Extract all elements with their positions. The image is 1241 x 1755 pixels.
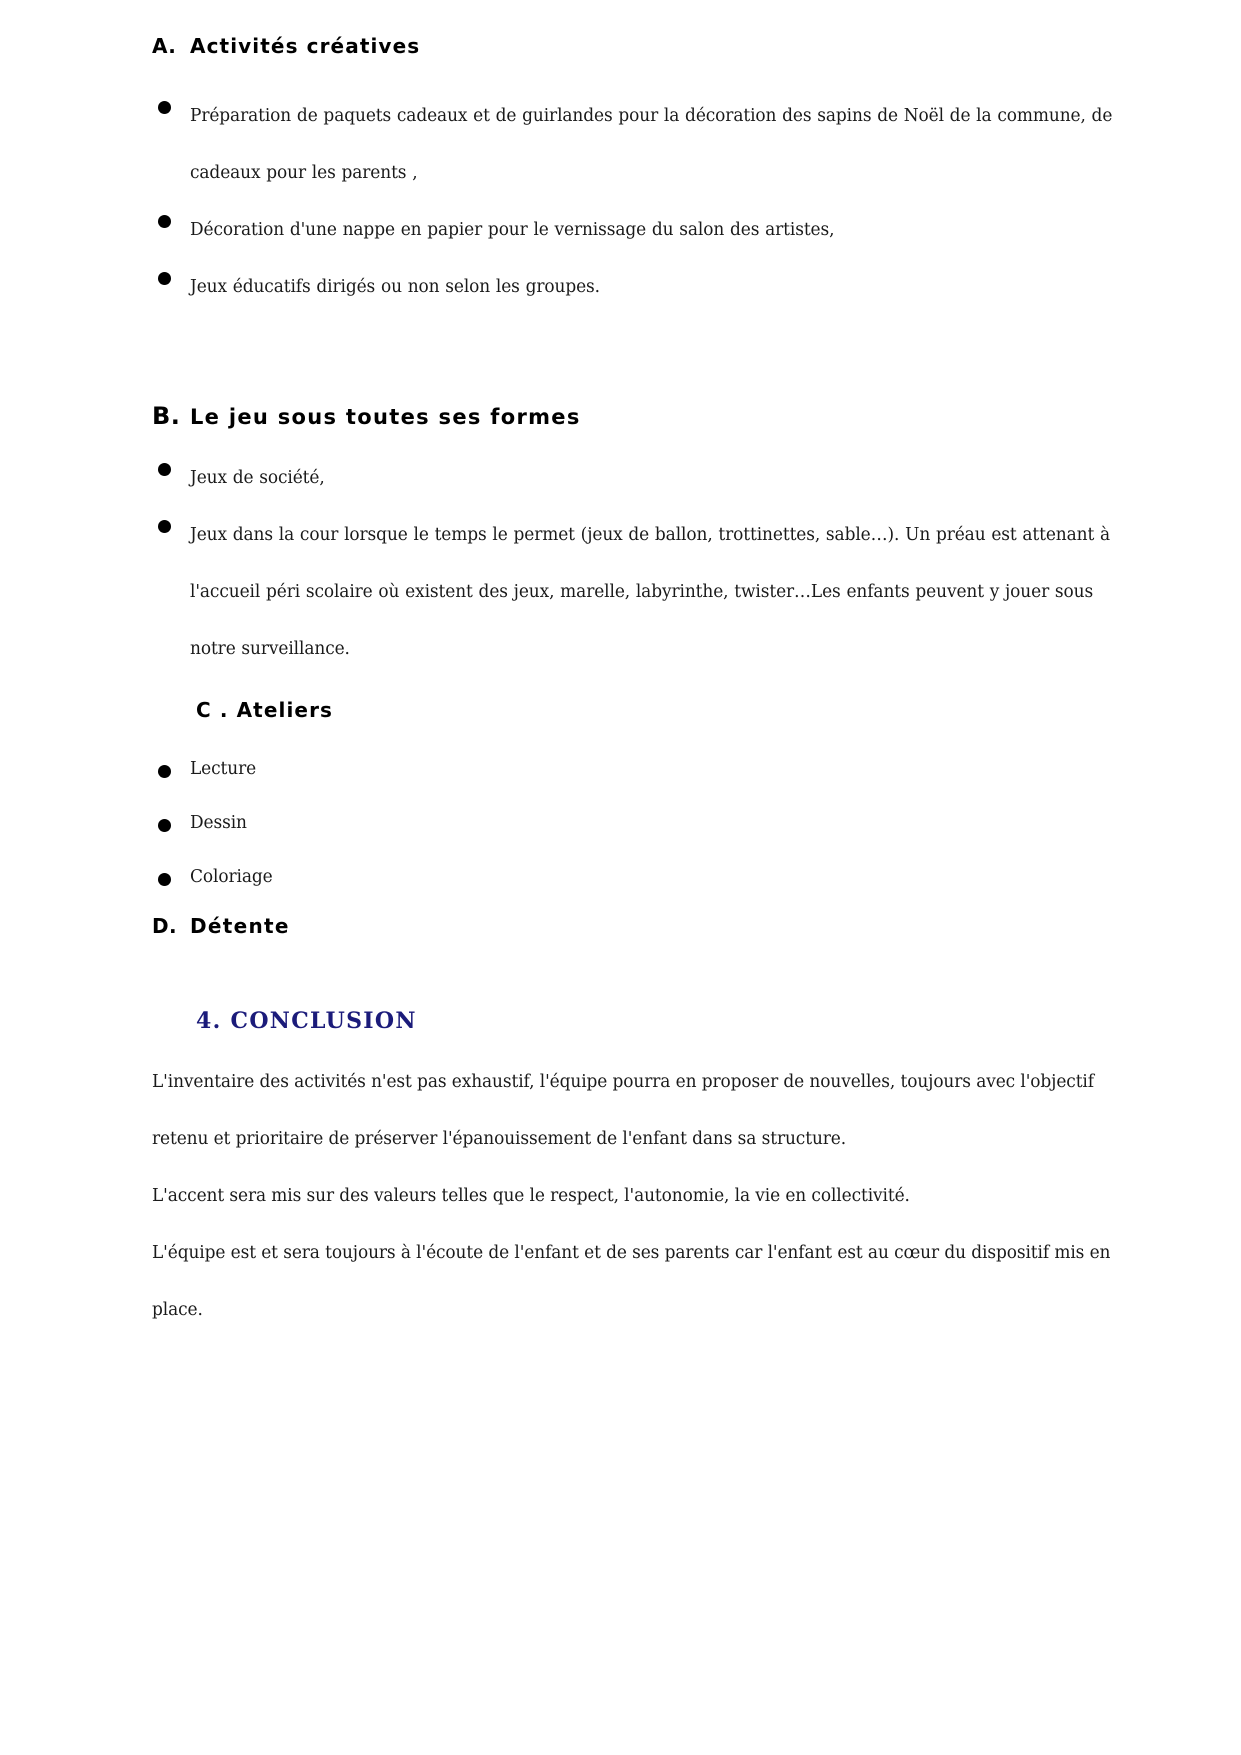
bullet-icon: [152, 806, 190, 840]
bullet-icon: [152, 202, 190, 236]
section-heading-a: [152, 34, 1172, 58]
section-marker-d: D.: [152, 914, 177, 938]
section-heading-c: [152, 698, 1172, 722]
list-item: [152, 259, 1172, 316]
section-heading-d: [152, 914, 1172, 938]
list-item: [152, 806, 1172, 840]
conclusion-title: 4. CONCLUSION: [196, 1008, 417, 1034]
section-title-a: Activités créatives: [190, 34, 421, 58]
list-item-text: Coloriage: [190, 867, 273, 887]
list-item-text: Jeux de société,: [190, 468, 325, 488]
list-item-text: Préparation de paquets cadeaux et de guirlandes pour la décoration des sapins de Noël de la commune, de cadeaux pour les parents ,: [190, 106, 1113, 183]
bullet-icon: [152, 450, 190, 484]
list-item-text: Jeux éducatifs dirigés ou non selon les groupes.: [190, 277, 600, 297]
conclusion-heading: [152, 1008, 1172, 1034]
list-item: [152, 752, 1172, 786]
section-marker-b: B.: [152, 402, 181, 430]
bullet-icon: [152, 259, 190, 293]
section-heading-b: [152, 402, 1172, 430]
bullet-icon: [152, 860, 190, 894]
bullet-icon: [152, 507, 190, 541]
list-item: [152, 860, 1172, 894]
conclusion-paragraph: L'équipe est et sera toujours à l'écoute de l'enfant et de ses parents car l'enfant est au cœur du dispositif mis en place.: [152, 1243, 1111, 1320]
bullet-icon: [152, 88, 190, 122]
list-item-text: Dessin: [190, 813, 247, 833]
bullet-icon: [152, 752, 190, 786]
list-item: [152, 450, 1172, 507]
list-item: [152, 88, 1172, 202]
section-title-d: Détente: [190, 914, 290, 938]
section-title-b: Le jeu sous toutes ses formes: [190, 405, 581, 429]
list-item: [152, 202, 1172, 259]
list-item: [152, 507, 1172, 678]
conclusion-paragraph: L'accent sera mis sur des valeurs telles que le respect, l'autonomie, la vie en collectivité.: [152, 1186, 910, 1206]
document-content: [152, 34, 1172, 1339]
list-item-text: Jeux dans la cour lorsque le temps le permet (jeux de ballon, trottinettes, sable…). Un préau est attenant à l'accueil péri scolaire où existent des jeux, marelle, labyrinthe, twister…Les enfants peuvent y jouer sous notre surveillance.: [190, 525, 1111, 659]
list-item-text: Décoration d'une nappe en papier pour le vernissage du salon des artistes,: [190, 220, 835, 240]
section-title-c: C . Ateliers: [196, 698, 334, 722]
list-item-text: Lecture: [190, 759, 257, 779]
conclusion-paragraph: L'inventaire des activités n'est pas exhaustif, l'équipe pourra en proposer de nouvelles, toujours avec l'objectif retenu et prioritaire de préserver l'épanouissement de l'enfant dans sa structure.: [152, 1072, 1094, 1149]
section-marker-a: A.: [152, 34, 177, 58]
